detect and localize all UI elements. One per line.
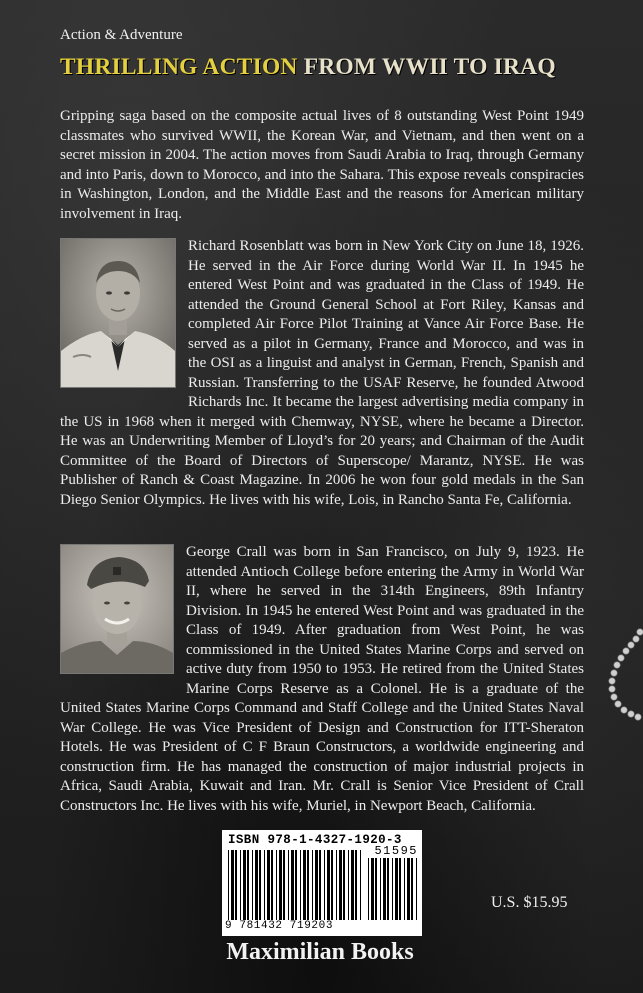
ean-barcode-bars (228, 850, 364, 920)
barcode-bar (355, 850, 357, 920)
barcode-price-code: 51595 (374, 844, 418, 858)
barcode-bar (407, 858, 410, 920)
barcode-bar (380, 858, 381, 920)
barcode-bar (267, 850, 270, 920)
barcode-bar (271, 850, 273, 920)
barcode-bar (315, 850, 318, 920)
barcode-bar (331, 850, 333, 920)
bio-text-rosenblatt: Richard Rosenblatt was born in New York City on June 18, 1926. He served in the Air Force during World War II. In 1945 he entered West Point and was graduated in the Class of 1949. He attended the Ground General School at Fort Riley, Kansas and completed Air Force Pilot Training at Vance Air Force Base. He served as a pilot in Germany, France and Morocco, and was in the OSI as a linguist and analyst in German, French, Spanish and Russian. Transferring to the USAF Reserve, he founded Atwood Richards Inc. It became the largest advertising media company in the US in 1968 when it merged with Chemway, NYSE, where he became a Director. He was an Underwriting Member of Lloyd’s for 20 years; and Chairman of the Audit Committee of the Board of Directors of Superscope/ Marantz, NYSE. He was Publisher of Ranch & Coast Magazine. In 2006 he won four gold medals in the San Diego Senior Olympics. He lives with his wife, Lois, in Rancho Santa Fe, California. (60, 238, 584, 508)
author-photo-rosenblatt (60, 238, 176, 388)
barcode-bar (404, 858, 405, 920)
author-bio-rosenblatt (60, 237, 584, 510)
price-label: U.S. $15.95 (491, 894, 568, 911)
isbn-text: ISBN 978-1-4327-1920-3 (228, 833, 402, 847)
dogtag-chain-decoration (600, 628, 643, 738)
barcode-bar (295, 850, 297, 920)
publisher-name: Maximilian Books (226, 939, 414, 965)
barcode-bar (259, 850, 261, 920)
barcode-bar (411, 858, 413, 920)
barcode-bar (252, 850, 253, 920)
barcode-bar (288, 850, 289, 920)
isbn-barcode (222, 830, 422, 936)
barcode-bar (392, 858, 393, 920)
barcode-bar (416, 858, 417, 920)
barcode-bar (240, 850, 241, 920)
synopsis: Gripping saga based on the composite actual lives of 8 outstanding West Point 1949 classmates who survived WWII, the Korean War, and Vietnam, and then went on a secret mission in 2004. The action moves from Saudi Arabia to Iraq, through Germany and into Paris, down to Morocco, and into the Sahara. This expose reveals conspiracies in Washington, London, and the Middle East and the reasons for American military involvement in Iraq. (60, 108, 584, 222)
barcode-bar (247, 850, 249, 920)
barcode-bar (243, 850, 246, 920)
barcode-bar (343, 850, 345, 920)
author-photo-crall (60, 544, 174, 674)
headline-part1: THRILLING ACTION (60, 54, 298, 80)
addon-barcode-bars (368, 858, 418, 920)
isbn-digits: 9 781432 719203 (225, 920, 334, 932)
barcode-bar (319, 850, 321, 920)
barcode-bar (351, 850, 354, 920)
barcode-bar (387, 858, 389, 920)
barcode-bar (228, 850, 229, 920)
barcode-bar (303, 850, 306, 920)
bio-text-crall: George Crall was born in San Francisco, on July 9, 1923. He attended Antioch College before entering the Army in World War II, where he served in the 314th Engineers, 89th Infantry Division. In 1945 he entered West Point and was graduated in the Class of 1949. After graduation from West Point, he was commissioned in the United States Marine Corps and served on active duty from 1950 to 1953. He retired from the United States Marine Corps Reserve as a Colonel. He is a graduate of the United States Marine Corps Command and Staff College and the United States Naval War College. He was Vice President of Design and Construction for ITT-Sheraton Hotels. He was President of C F Braun Constructors, a worldwide engineering and construction firm. He has managed the construction of major industrial projects in Africa, Saudi Arabia, Kuwait and Iran. Mr. Crall is Senior Vice President of Crall Constructors Inc. He lives with his wife, Muriel, in Newport Beach, California. (60, 544, 584, 814)
barcode-bar (291, 850, 294, 920)
barcode-bar (368, 858, 369, 920)
barcode-bar (300, 850, 301, 920)
barcode-bar (336, 850, 337, 920)
barcode-bar (383, 858, 386, 920)
genre-label: Action & Adventure (60, 27, 183, 43)
barcode-bar (283, 850, 285, 920)
barcode-bar (264, 850, 265, 920)
headline (60, 54, 600, 81)
barcode-bar (231, 850, 234, 920)
barcode-bar (375, 858, 377, 920)
barcode-bar (235, 850, 237, 920)
barcode-bar (348, 850, 349, 920)
barcode-bar (327, 850, 330, 920)
barcode-bar (324, 850, 325, 920)
barcode-bar (399, 858, 401, 920)
headline-part2: FROM WWII TO IRAQ (303, 54, 556, 80)
barcode-bar (276, 850, 277, 920)
barcode-bar (279, 850, 282, 920)
barcode-bar (339, 850, 342, 920)
barcode-bar (307, 850, 309, 920)
barcode-bar (312, 850, 313, 920)
barcode-bar (395, 858, 398, 920)
barcode-bar (371, 858, 374, 920)
author-bio-crall (60, 543, 584, 816)
barcode-bar (255, 850, 258, 920)
barcode-bar (360, 850, 361, 920)
